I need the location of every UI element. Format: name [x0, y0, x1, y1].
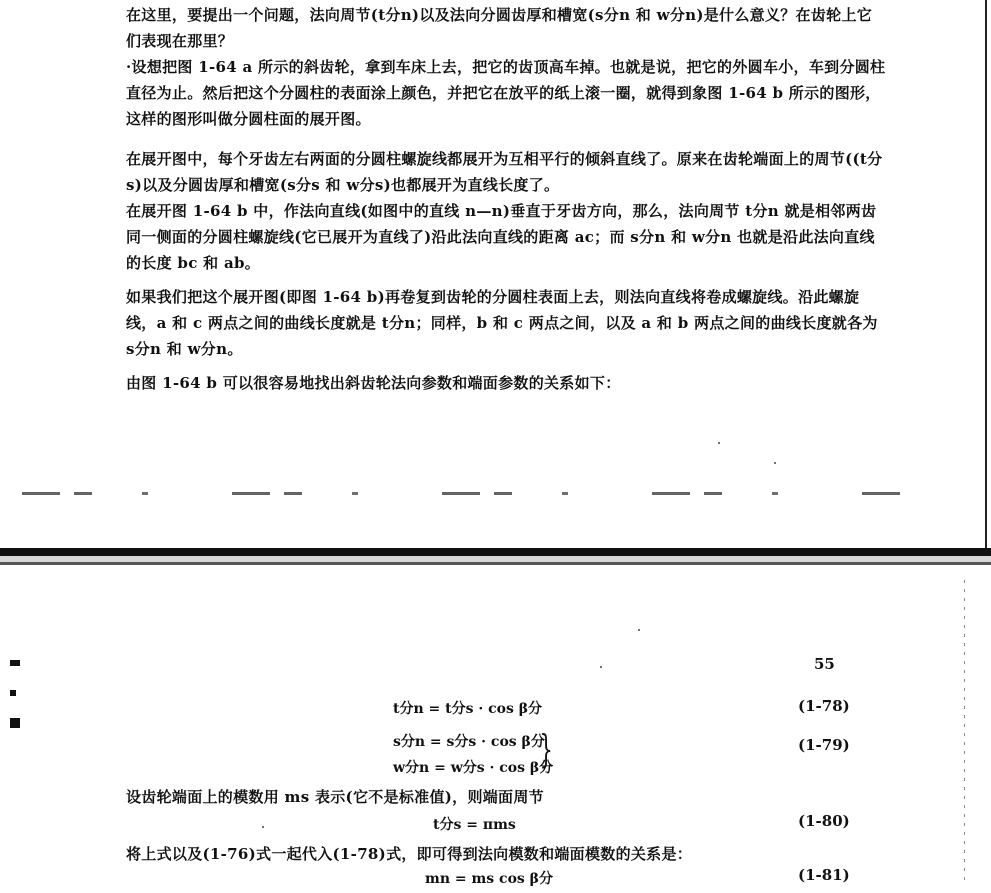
equation-1-80: t分s = πms [433, 817, 516, 833]
scan-right-edge-bottom [964, 580, 965, 880]
equation-number-1-79: (1-79) [798, 736, 850, 754]
equation-number-1-78: (1-78) [798, 697, 850, 715]
scan-speck [262, 826, 264, 828]
scan-speck [718, 442, 720, 444]
equation-1-81: mn = ms cos β分 [425, 871, 553, 887]
equation-1-79b: w分n = w分s · cos β分 [393, 760, 554, 776]
paragraph-question: 在这里，要提出一个问题，法向周节(t分n)以及法向分圆齿厚和槽宽(s分n 和 w分n)是什么意义？在齿轮上它们表现在那里？ [126, 6, 873, 50]
scan-right-edge [985, 0, 987, 548]
paragraph-development-view: 在展开图中，每个牙齿左右两面的分圆柱螺旋线都展开为互相平行的倾斜直线了。原来在齿轮端面上的周节((t分s)以及分圆齿厚和槽宽(s分s 和 w分s)也都展开为直线长度了。 [126, 150, 883, 194]
equation-brace: } [539, 727, 553, 771]
page-number: 55 [814, 655, 835, 673]
scan-speck [774, 462, 776, 464]
scan-speck [600, 666, 602, 668]
binding-marks [10, 660, 22, 740]
scan-speck [638, 629, 640, 631]
equation-1-78: t分n = t分s · cos β分 [393, 701, 543, 717]
paragraph-lathe-thought-experiment: ·设想把图 1-64 a 所示的斜齿轮，拿到车床上去，把它的齿顶高车掉。也就是说，把它的外圆车小，车到分圆柱直径为止。然后把这个分圆柱的表面涂上颜色，并把它在放平的纸上滚一圈，就得到象图 1-64 b 所示的图形，这样的图形叫做分圆柱面的展开图。 [126, 58, 886, 128]
text-line-substitution: 将上式以及(1-76)式一起代入(1-78)式，即可得到法向模数和端面模数的关系是： [126, 845, 693, 863]
equation-number-1-80: (1-80) [798, 812, 850, 830]
page-divider [0, 548, 991, 556]
paragraph-rewrap-helix: 如果我们把这个展开图(即图 1-64 b)再卷复到齿轮的分圆柱表面上去，则法向直线将卷成螺旋线。沿此螺旋线，a 和 c 两点之间的曲线长度就是 t分n；同样，b 和 c 两点之间，以及 a 和 b 两点之间的曲线长度就各为 s分n 和 w分n。 [126, 288, 884, 358]
equation-1-79a: s分n = s分s · cos β分 [393, 734, 545, 750]
text-line-end-face-module: 设齿轮端面上的模数用 ms 表示(它不是标准值)，则端面周节 [126, 788, 544, 806]
paragraph-normal-line: 在展开图 1-64 b 中，作法向直线(如图中的直线 n—n)垂直于牙齿方向，那么，法向周节 t分n 就是相邻两齿同一侧面的分圆柱螺旋线(它已展开为直线了)沿此法向直线的距离 ac；而 s分n 和 w分n 也就是沿此法向直线的长度 bc 和 ab。 [126, 202, 877, 272]
paragraph-relation-intro: 由图 1-64 b 可以很容易地找出斜齿轮法向参数和端面参数的关系如下： [126, 374, 621, 392]
equation-number-1-81: (1-81) [798, 866, 850, 884]
scan-artifact-rule [22, 492, 902, 495]
page-divider-thin [0, 562, 991, 565]
